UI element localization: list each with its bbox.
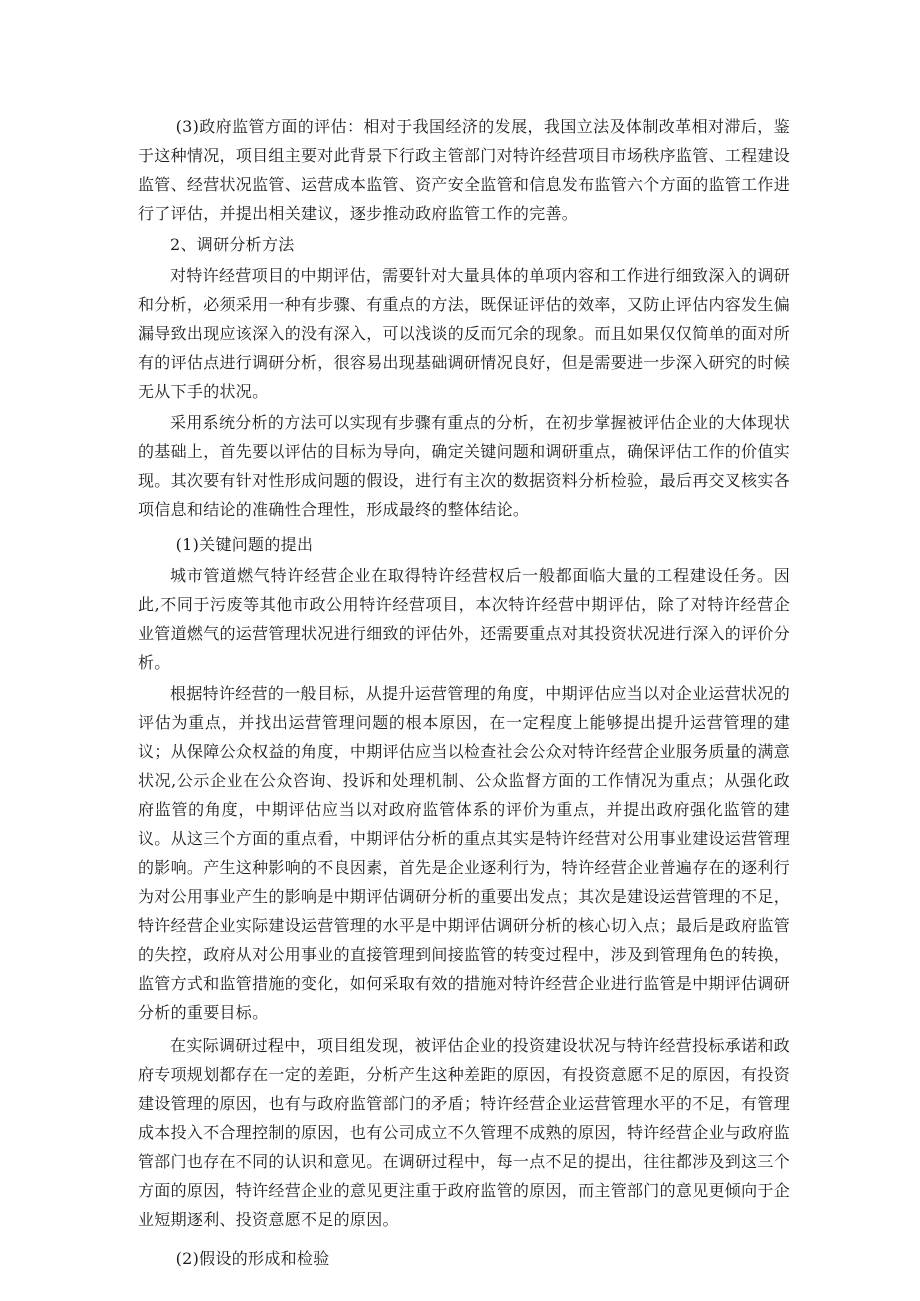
- subheading-hypothesis: (2)假设的形成和检验: [175, 1249, 330, 1268]
- paragraph-actual-research: 在实际调研过程中，项目组发现，被评估企业的投资建设状况与特许经营投标承诺和政府专项规划都存在一定的差距，分析产生这种差距的原因，有投资意愿不足的原因，有投资建设管理的原因，也有与政府监管部门的矛盾；特许经营企业运营管理水平的不足，有管理成本投入不合理控制的原因，也有公司成立不久管理不成熟的原因，特许经营企业与政府监管部门也存在不同的认识和意见。在调研过程中，每一点不足的提出，往往都涉及到这三个方面的原因，特许经营企业的意见更注重于政府监管的原因，而主管部门的意见更倾向于企业短期逐利、投资意愿不足的原因。: [138, 1036, 791, 1229]
- section-heading-research-method: 2、调研分析方法: [170, 235, 295, 254]
- paragraph-system-analysis: 采用系统分析的方法可以实现有步骤有重点的分析，在初步掌握被评估企业的大体现状的基础上，首先要以评估的目标为导向，确定关键问题和调研重点，确保评估工作的价值实现。其次要有针对性形成问题的假设，进行有主次的数据资料分析检验，最后再交叉核实各项信息和结论的准确性合理性，形成最终的整体结论。: [138, 413, 791, 519]
- paragraph-general-objectives: 根据特许经营的一般目标，从提升运营管理的角度，中期评估应当以对企业运营状况的评估为重点，并找出运营管理问题的根本原因，在一定程度上能够提出提升运营管理的建议；从保障公众权益的角度，中期评估应当以检查社会公众对特许经营企业服务质量的满意状况,公示企业在公众咨询、投诉和处理机制、公众监督方面的工作情况为重点；从强化政府监管的角度，中期评估应当以对政府监管体系的评价为重点，并提出政府强化监管的建议。从这三个方面的重点看，中期评估分析的重点其实是特许经营对公用事业建设运营管理的影响。产生这种影响的不良因素，首先是企业逐利行为，特许经营企业普遍存在的逐利行为对公用事业产生的影响是中期评估调研分析的重要出发点；其次是建设运营管理的不足，特许经营企业实际建设运营管理的水平是中期评估调研分析的核心切入点；最后是政府监管的失控，政府从对公用事业的直接管理到间接监管的转变过程中，涉及到管理角色的转换，监管方式和监管措施的变化，如何采取有效的措施对特许经营企业进行监管是中期评估调研分析的重要目标。: [138, 684, 791, 1022]
- paragraph-government-supervision: (3)政府监管方面的评估：相对于我国经济的发展，我国立法及体制改革相对滞后，鉴于这种情况，项目组主要对此背景下行政主管部门对特许经营项目市场秩序监管、工程建设监管、经营状况监管、运营成本监管、资产安全监管和信息发布监管六个方面的监管工作进行了评估，并提出相关建议，逐步推动政府监管工作的完善。: [138, 117, 791, 223]
- subheading-key-questions: (1)关键问题的提出: [175, 535, 314, 554]
- paragraph-gas-franchise: 城市管道燃气特许经营企业在取得特许经营权后一般都面临大量的工程建设任务。因此,不同于污废等其他市政公用特许经营项目，本次特许经营中期评估，除了对特许经营企业管道燃气的运营管理状况进行细致的评估外，还需要重点对其投资状况进行深入的评价分析。: [138, 566, 791, 672]
- document-body: [138, 112, 790, 1273]
- paragraph-mid-term-evaluation: 对特许经营项目的中期评估，需要针对大量具体的单项内容和工作进行细致深入的调研和分析，必须采用一种有步骤、有重点的方法，既保证评估的效率，又防止评估内容发生偏漏导致出现应该深入的没有深入，可以浅谈的反而冗余的现象。而且如果仅仅简单的面对所有的评估点进行调研分析，很容易出现基础调研情况良好，但是需要进一步深入研究的时候无从下手的状况。: [138, 266, 791, 401]
